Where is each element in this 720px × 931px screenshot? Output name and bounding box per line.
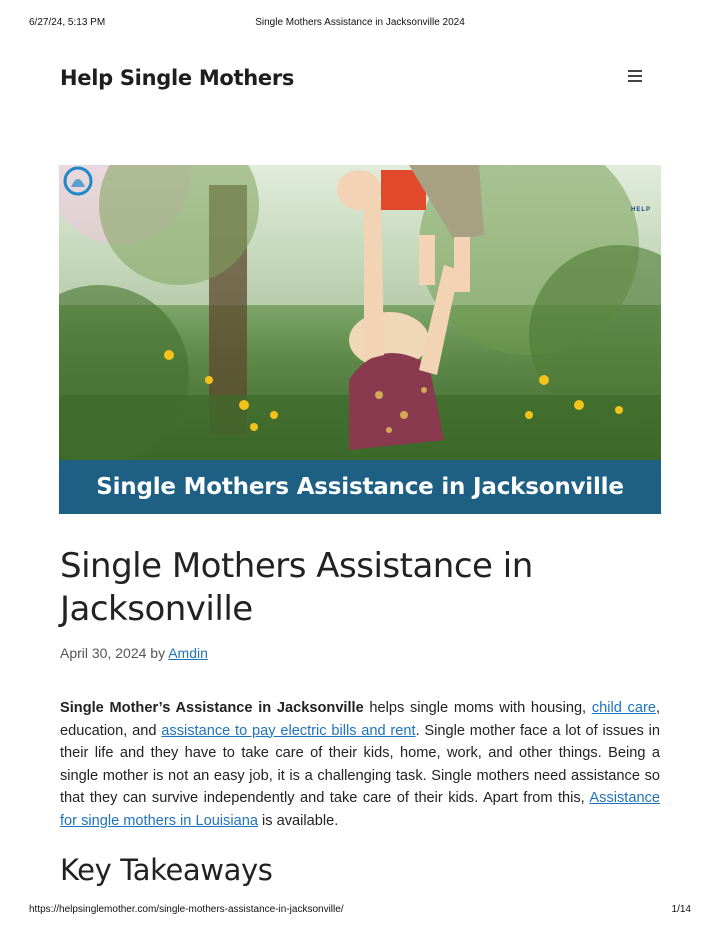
print-page-number: 1/14: [671, 904, 691, 915]
print-datetime: 6/27/24, 5:13 PM: [29, 17, 106, 28]
logo-text: HELP: [630, 207, 651, 213]
help-single-mothers-logo: [59, 165, 97, 205]
intro-paragraph: [60, 697, 660, 833]
print-footer: [0, 904, 720, 918]
intro-bold: Single Mother’s Assistance in Jacksonville: [60, 700, 364, 716]
intro-text-1: helps single moms with housing,: [363, 700, 592, 716]
print-page-title: Single Mothers Assistance in Jacksonville 2024: [255, 17, 465, 28]
hero-banner: [59, 460, 661, 514]
hero-banner-text: Single Mothers Assistance in Jacksonville: [96, 474, 624, 500]
page-title: Single Mothers Assistance in Jacksonville: [60, 546, 533, 629]
print-url: https://helpsinglemother.com/single-mothers-assistance-in-jacksonville/: [29, 904, 344, 915]
site-title-link[interactable]: Help Single Mothers: [60, 66, 295, 90]
child-care-link[interactable]: child care: [591, 700, 656, 716]
key-takeaways-heading: Key Takeaways: [60, 853, 273, 887]
site-header: [60, 60, 660, 96]
post-meta: [60, 645, 208, 661]
intro-text-2: , education, and: [60, 700, 660, 739]
post-date: April 30, 2024: [60, 645, 147, 661]
intro-text-3: . Single mother face a lot of issues in their life and they have to take care of their kids, home, work, and other things. Being a single mother is not an easy job, it is a challenging task. Single mothers need assistance so that they can survive independently and take care of their kids. Apart from this,: [60, 722, 660, 807]
intro-text-4: is available.: [257, 812, 339, 829]
hamburger-menu-icon[interactable]: [628, 70, 642, 84]
hero-image: [59, 165, 661, 514]
print-header: [0, 17, 720, 31]
post-by: by: [150, 645, 166, 661]
author-link[interactable]: Amdin: [168, 645, 208, 661]
louisiana-assistance-link[interactable]: Assistance for single mothers in Louisiana: [60, 790, 660, 829]
electric-bills-link[interactable]: assistance to pay electric bills and rent: [161, 722, 416, 739]
